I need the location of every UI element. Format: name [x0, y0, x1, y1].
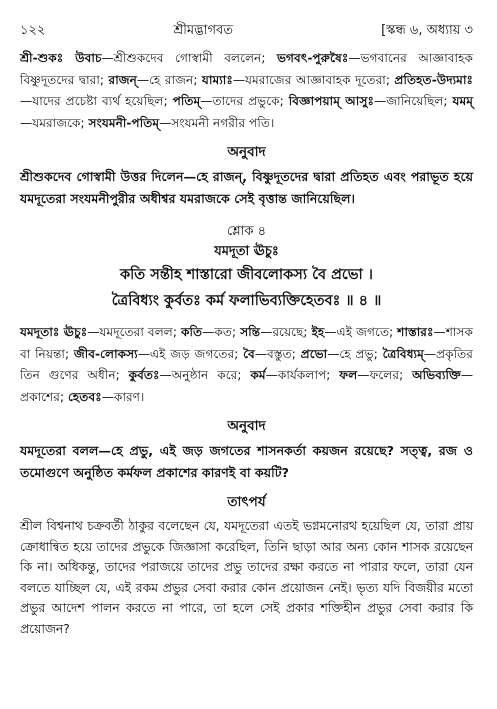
synonym-term: শাস্তারঃ: [397, 325, 434, 339]
synonym-meaning: নগরীর পতি।: [213, 115, 275, 130]
synonym-term: ত্রৈবিধ্যম্: [382, 346, 424, 361]
synonym-meaning: —কার্যকলাপ;: [265, 368, 340, 382]
synonym-term: পতিম্: [172, 94, 201, 108]
synonym-term: কর্ম: [250, 368, 266, 382]
synonym-term: যাম্যাঃ: [201, 72, 233, 87]
synonym-term: শ্রী-শুকঃ উবাচ: [20, 51, 102, 65]
synonym-meaning: —হে প্রভু;: [327, 346, 383, 361]
synonym-term: বৈ: [243, 346, 255, 361]
translation-heading: অনুবাদ: [227, 144, 266, 160]
synonym-meaning: —প্রকৃতির তিন গুণের অধীন;: [20, 346, 474, 382]
purport-heading: তাৎপর্য: [227, 494, 266, 510]
synonym-term: রাজন্: [108, 72, 137, 87]
synonym-meaning: দূতেরা;: [355, 72, 395, 87]
synonym-meaning: —কারণ।: [101, 389, 145, 404]
verse-line-2: ত্রৈবিধ্যং কুর্বতঃ কর্ম ফলাভিব্যক্তিহেতবঃ ॥ ৪ ॥: [111, 293, 382, 309]
synonym-meaning: —ফলের;: [357, 368, 413, 382]
synonym-term: বিজ্ঞাপয়াম্ আসুঃ: [288, 94, 375, 108]
translation-heading: অনুবাদ: [227, 418, 266, 434]
synonym-term: কুর্বতঃ: [128, 368, 160, 382]
synonym-meaning: —প্রকাশের;: [20, 368, 474, 404]
synonym-meaning: —কত;: [202, 325, 241, 339]
synonym-meaning: —যমরাজের আজ্ঞাবাহক: [232, 72, 351, 87]
synonym-term: কতি: [181, 325, 203, 339]
synonym-term: অভিব্যক্তি: [412, 368, 461, 382]
synonym-term: ইহ: [311, 325, 325, 339]
synonym-term: ফল: [339, 368, 358, 382]
canto-chapter: [স্কন্ধ ৬, অধ্যায় ৩: [381, 23, 473, 38]
synonym-term: যমম্: [452, 94, 474, 108]
synonym-term: হেতবঃ: [67, 389, 102, 404]
synonym-term: ভগবৎ-পুরুষৈঃ: [276, 51, 349, 65]
page-header: [20, 22, 473, 40]
synonym-meaning: —এই জড় জগতের;: [137, 346, 244, 361]
synonym-term: প্রতিহত-উদ্যমাঃ: [394, 72, 473, 87]
synonym-meaning: —এই জগতে;: [324, 325, 394, 339]
synonym-meaning: —সংযমনী: [159, 115, 210, 130]
synonym-term: সন্তি: [240, 325, 261, 339]
synonyms: [20, 322, 473, 408]
synonym-meaning: —ভগবানের: [348, 51, 407, 65]
synonym-meaning: —যাদের প্রচেষ্টা ব্যর্থ হয়েছিল;: [20, 94, 173, 108]
synonym-term: জীব-লোকস্য: [73, 346, 138, 361]
previous-synonyms: [20, 48, 473, 134]
synonym-meaning: —জানিয়েছিল;: [374, 94, 453, 108]
synonym-meaning: —যমরাজকে;: [20, 115, 89, 130]
synonym-meaning: —তাদের প্রভুকে;: [200, 94, 284, 108]
synonym-meaning: —যমদূতেরা বলল;: [87, 325, 182, 339]
purport-text: শ্রীল বিশ্বনাথ চক্রবর্তী ঠাকুর বলেছেন যে, যমদূতেরা এতই ভগ্নমনোরথ হয়েছিল যে, তারা প্রায় ক্রোধান্বিত হয়ে তাদের প্রভুকে জিজ্ঞাসা করেছিল, তিনি ছাড়া আর অন্য কোন শাসক রয়েছেন কি না। অধিকন্তু, তাদের পরাজয়ে তাদের প্রভু তাদের রক্ষা করতে না পারার ফলে, তারা যেন বলতে যাচ্ছিল যে, এই রকম প্রভুর সেবা করার কোন প্রয়োজন নেই। ভৃত্য যদি বিজয়ীর মতো প্রভুর আদেশ পালন করতে না পারে, তা হলে সেই প্রকার শক্তিহীন প্রভুর সেবা করার কি প্রয়োজন?: [20, 519, 473, 636]
book-title: শ্রীমদ্ভাগবত: [173, 23, 233, 38]
synonym-meaning: —হে রাজন;: [136, 72, 202, 87]
synonym-term: প্রভো: [300, 346, 328, 361]
synonym-meaning: —অনুষ্ঠান করে;: [159, 368, 242, 382]
synonym-term: আজ্ঞাবাহক বিষ্ণুদূতদের দ্বারা;: [20, 51, 474, 87]
synonym-term: যমদূতাঃ ঊচুঃ: [20, 325, 88, 339]
synonym-term: সংযমনী-পতিম্: [88, 115, 160, 130]
synonym-meaning: —শ্রীশুকদেব গোস্বামী বললেন;: [101, 51, 277, 65]
translation-text: যমদূতেরা বলল—হে প্রভু, এই জড় জগতের শাসনকর্তা কয়জন রয়েছে? সত্ত্ব, রজ ও তমোগুণে অনুষ্ঠিত কর্মফল প্রকাশের কারণই বা কয়টি?: [20, 443, 473, 480]
previous-translation: শ্রীশুকদেব গোস্বামী উত্তর দিলেন—হে রাজন্, বিষ্ণুদূতদের দ্বারা প্রতিহত এবং পরাভূত হয়ে যমদূতেরা সংযমনীপুরীর অধীশ্বর যমরাজকে সেই বৃত্তান্ত জানিয়েছিল।: [20, 169, 473, 206]
synonym-meaning: —শাসক বা নিয়ন্তা;: [20, 325, 474, 361]
verse-speaker: যমদূতা ঊচুঃ: [214, 244, 279, 259]
verse-number: শ্লোক ৪: [226, 224, 267, 239]
synonym-meaning: —রয়েছে;: [260, 325, 312, 339]
page-number: ১২২: [20, 23, 46, 38]
synonym-meaning: —বস্তুত;: [254, 346, 296, 361]
verse-line-1: কতি সন্তীহ শাস্তারো জীবলোকস্য বৈ প্রভো ।: [120, 267, 373, 283]
